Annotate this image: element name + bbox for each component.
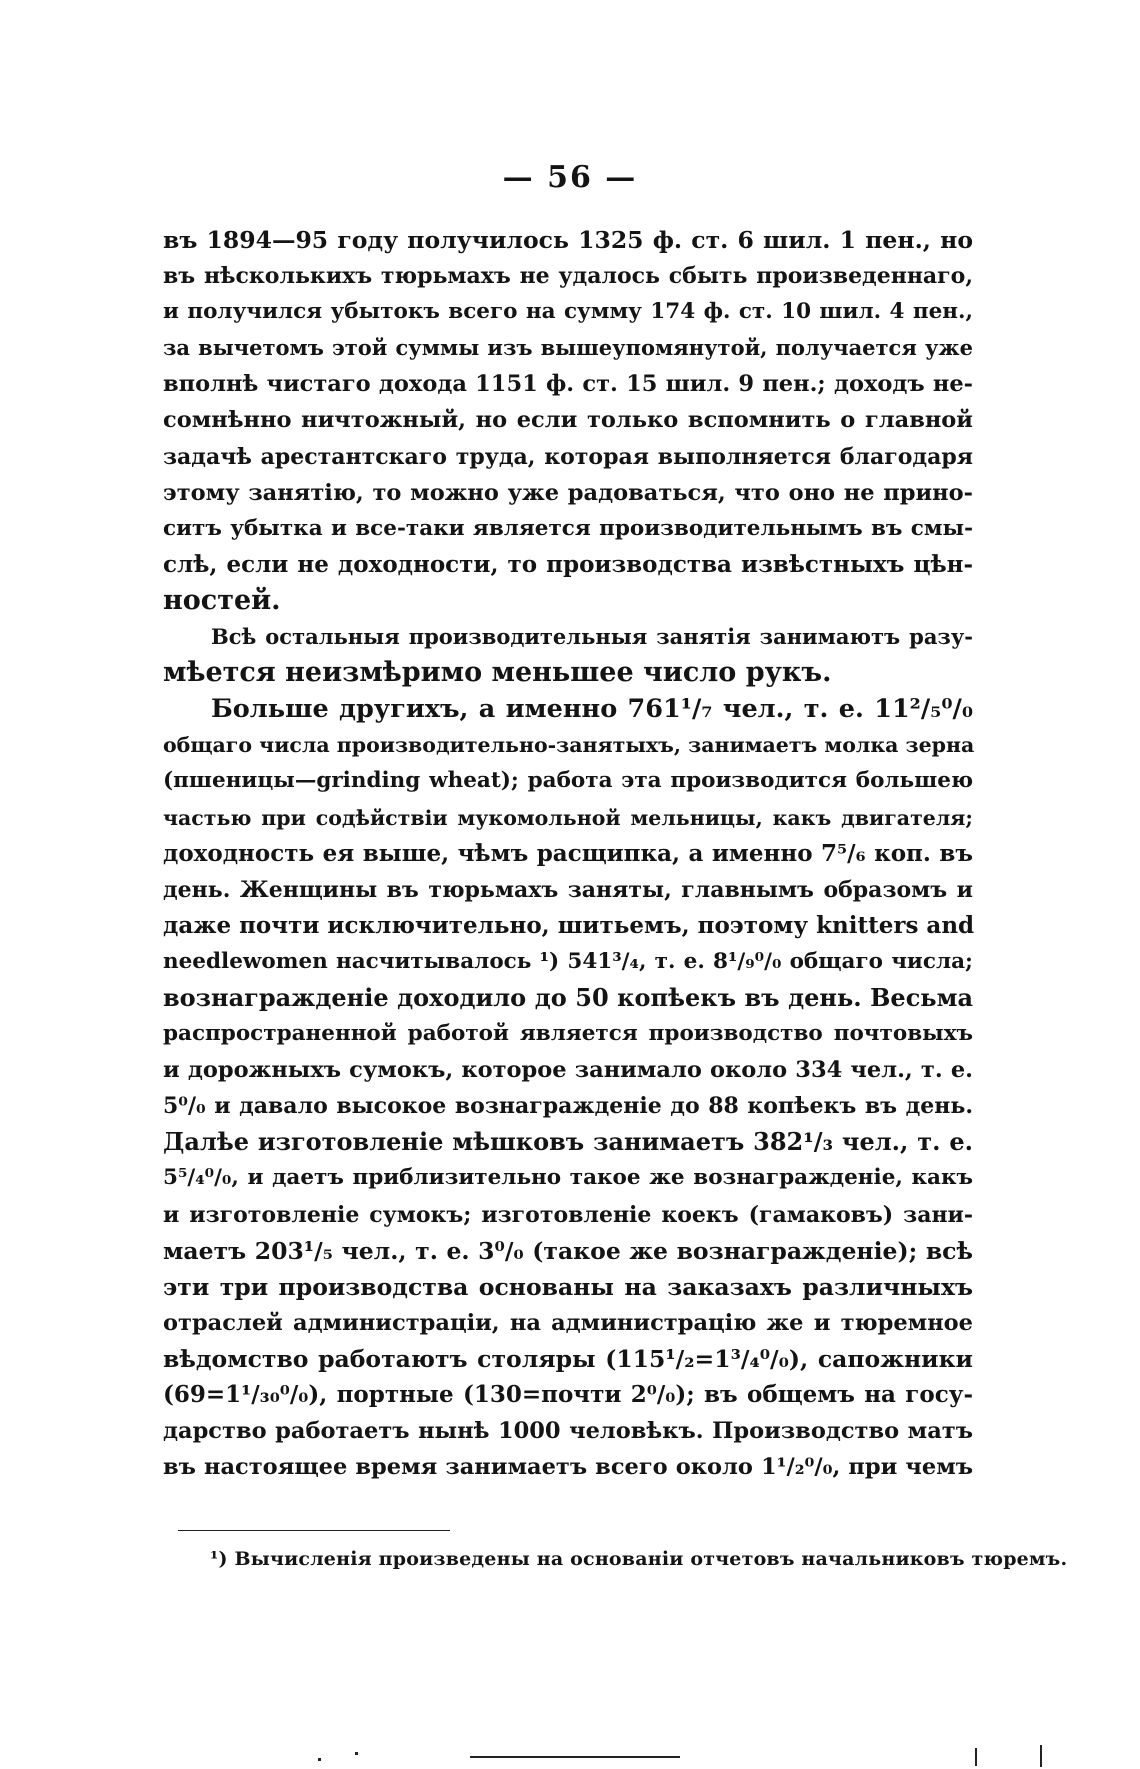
body-text [163, 222, 973, 1485]
text-line: и изготовленіе сумокъ; изготовленіе коекъ (гамаковъ) зани- [163, 1201, 973, 1228]
text-line: доходность ея выше, чѣмъ расщипка, а именно 7⁵/₆ коп. въ [163, 839, 973, 867]
text-line: Больше другихъ, а именно 761¹/₇ чел., т. е. 11²/₅⁰/₀ [211, 694, 973, 725]
page-number: — 56 — [502, 160, 638, 195]
text-line: вознагражденіе доходило до 50 копѣекъ въ день. Весьма [163, 982, 973, 1012]
scan-edge-tick [975, 1748, 977, 1766]
text-line: слѣ, если не доходности, то производства извѣстныхъ цѣн- [163, 550, 973, 578]
footnote-divider [178, 1530, 450, 1531]
text-line: Далѣе изготовленіе мѣшковъ занимаетъ 382¹/₃ чел., т. е. [163, 1127, 973, 1157]
scan-edge-dot [318, 1758, 321, 1761]
scan-edge-tick [1040, 1745, 1042, 1767]
text-line: ностей. [163, 584, 281, 616]
text-line: отраслей администраціи, на администрацію же и тюремное [163, 1309, 973, 1336]
text-line: въ 1894—95 году получилось 1325 ф. ст. 6 шил. 1 пен., но [163, 226, 973, 254]
text-line: Всѣ остальныя производительныя занятія занимаютъ разу- [211, 624, 973, 650]
scan-edge-line [470, 1756, 680, 1758]
text-line: даже почти исключительно, шитьемъ, поэтому knitters and [163, 911, 975, 939]
text-line: 5⁰/₀ и давало высокое вознагражденіе до 88 копѣекъ въ день. [163, 1093, 973, 1120]
text-line: и дорожныхъ сумокъ, которое занимало около 334 чел., т. е. [163, 1057, 973, 1084]
text-line: распространенной работой является производство почтовыхъ [163, 1021, 973, 1047]
scan-edge-dot [355, 1752, 358, 1755]
text-line: и получился убытокъ всего на сумму 174 ф. ст. 10 шил. 4 пен., [163, 299, 973, 325]
text-line: въ нѣсколькихъ тюрьмахъ не удалось сбыть произведеннаго, [163, 263, 973, 290]
text-line: частью при содѣйствіи мукомольной мельницы, какъ двигателя; [163, 805, 973, 830]
text-line: вполнѣ чистаго дохода 1151 ф. ст. 15 шил. 9 пен.; доходъ не- [163, 371, 973, 398]
text-line: общаго числа производительно-занятыхъ, занимаетъ молка зерна [163, 733, 975, 758]
footnote: ¹) Вычисленія произведены на основаніи отчетовъ начальниковъ тюремъ. [210, 1548, 1068, 1570]
text-line: день. Женщины въ тюрьмахъ заняты, главнымъ образомъ и [163, 876, 973, 903]
text-line: дарство работаетъ нынѣ 1000 человѣкъ. Производство матъ [163, 1418, 973, 1445]
text-line: needlewomen насчитывалось ¹) 541³/₄, т. е. 8¹/₉⁰/₀ общаго числа; [163, 948, 973, 974]
text-line: сомнѣнно ничтожный, но если только вспомнить о главной [163, 407, 973, 434]
text-line: ситъ убытка и все-таки является производительнымъ въ смы- [163, 515, 973, 541]
text-line: мѣется неизмѣримо меньшее число рукъ. [163, 657, 832, 689]
text-line: этому занятію, то можно уже радоваться, что оно не прино- [163, 479, 973, 506]
text-line: въ настоящее время занимаетъ всего около 1¹/₂⁰/₀, при чемъ [163, 1454, 973, 1481]
text-line: 5⁵/₄⁰/₀, и даетъ приблизительно такое же вознагражденіе, какъ [163, 1165, 973, 1191]
text-line: (69=1¹/₃₀⁰/₀), портные (130=почти 2⁰/₀); въ общемъ на госу- [163, 1381, 973, 1408]
text-line: (пшеницы—grinding wheat); работа эта производится большею [163, 768, 973, 794]
text-line: вѣдомство работаютъ столяры (115¹/₂=1³/₄⁰/₀), сапожники [163, 1344, 973, 1373]
text-line: за вычетомъ этой суммы изъ вышеупомянутой, получается уже [163, 335, 973, 361]
text-line: маетъ 203¹/₅ чел., т. е. 3⁰/₀ (такое же вознагражденіе); всѣ [163, 1236, 973, 1265]
text-line: задачѣ арестантскаго труда, которая выполняется благодаря [163, 443, 973, 470]
text-line: эти три производства основаны на заказахъ различныхъ [163, 1272, 973, 1301]
